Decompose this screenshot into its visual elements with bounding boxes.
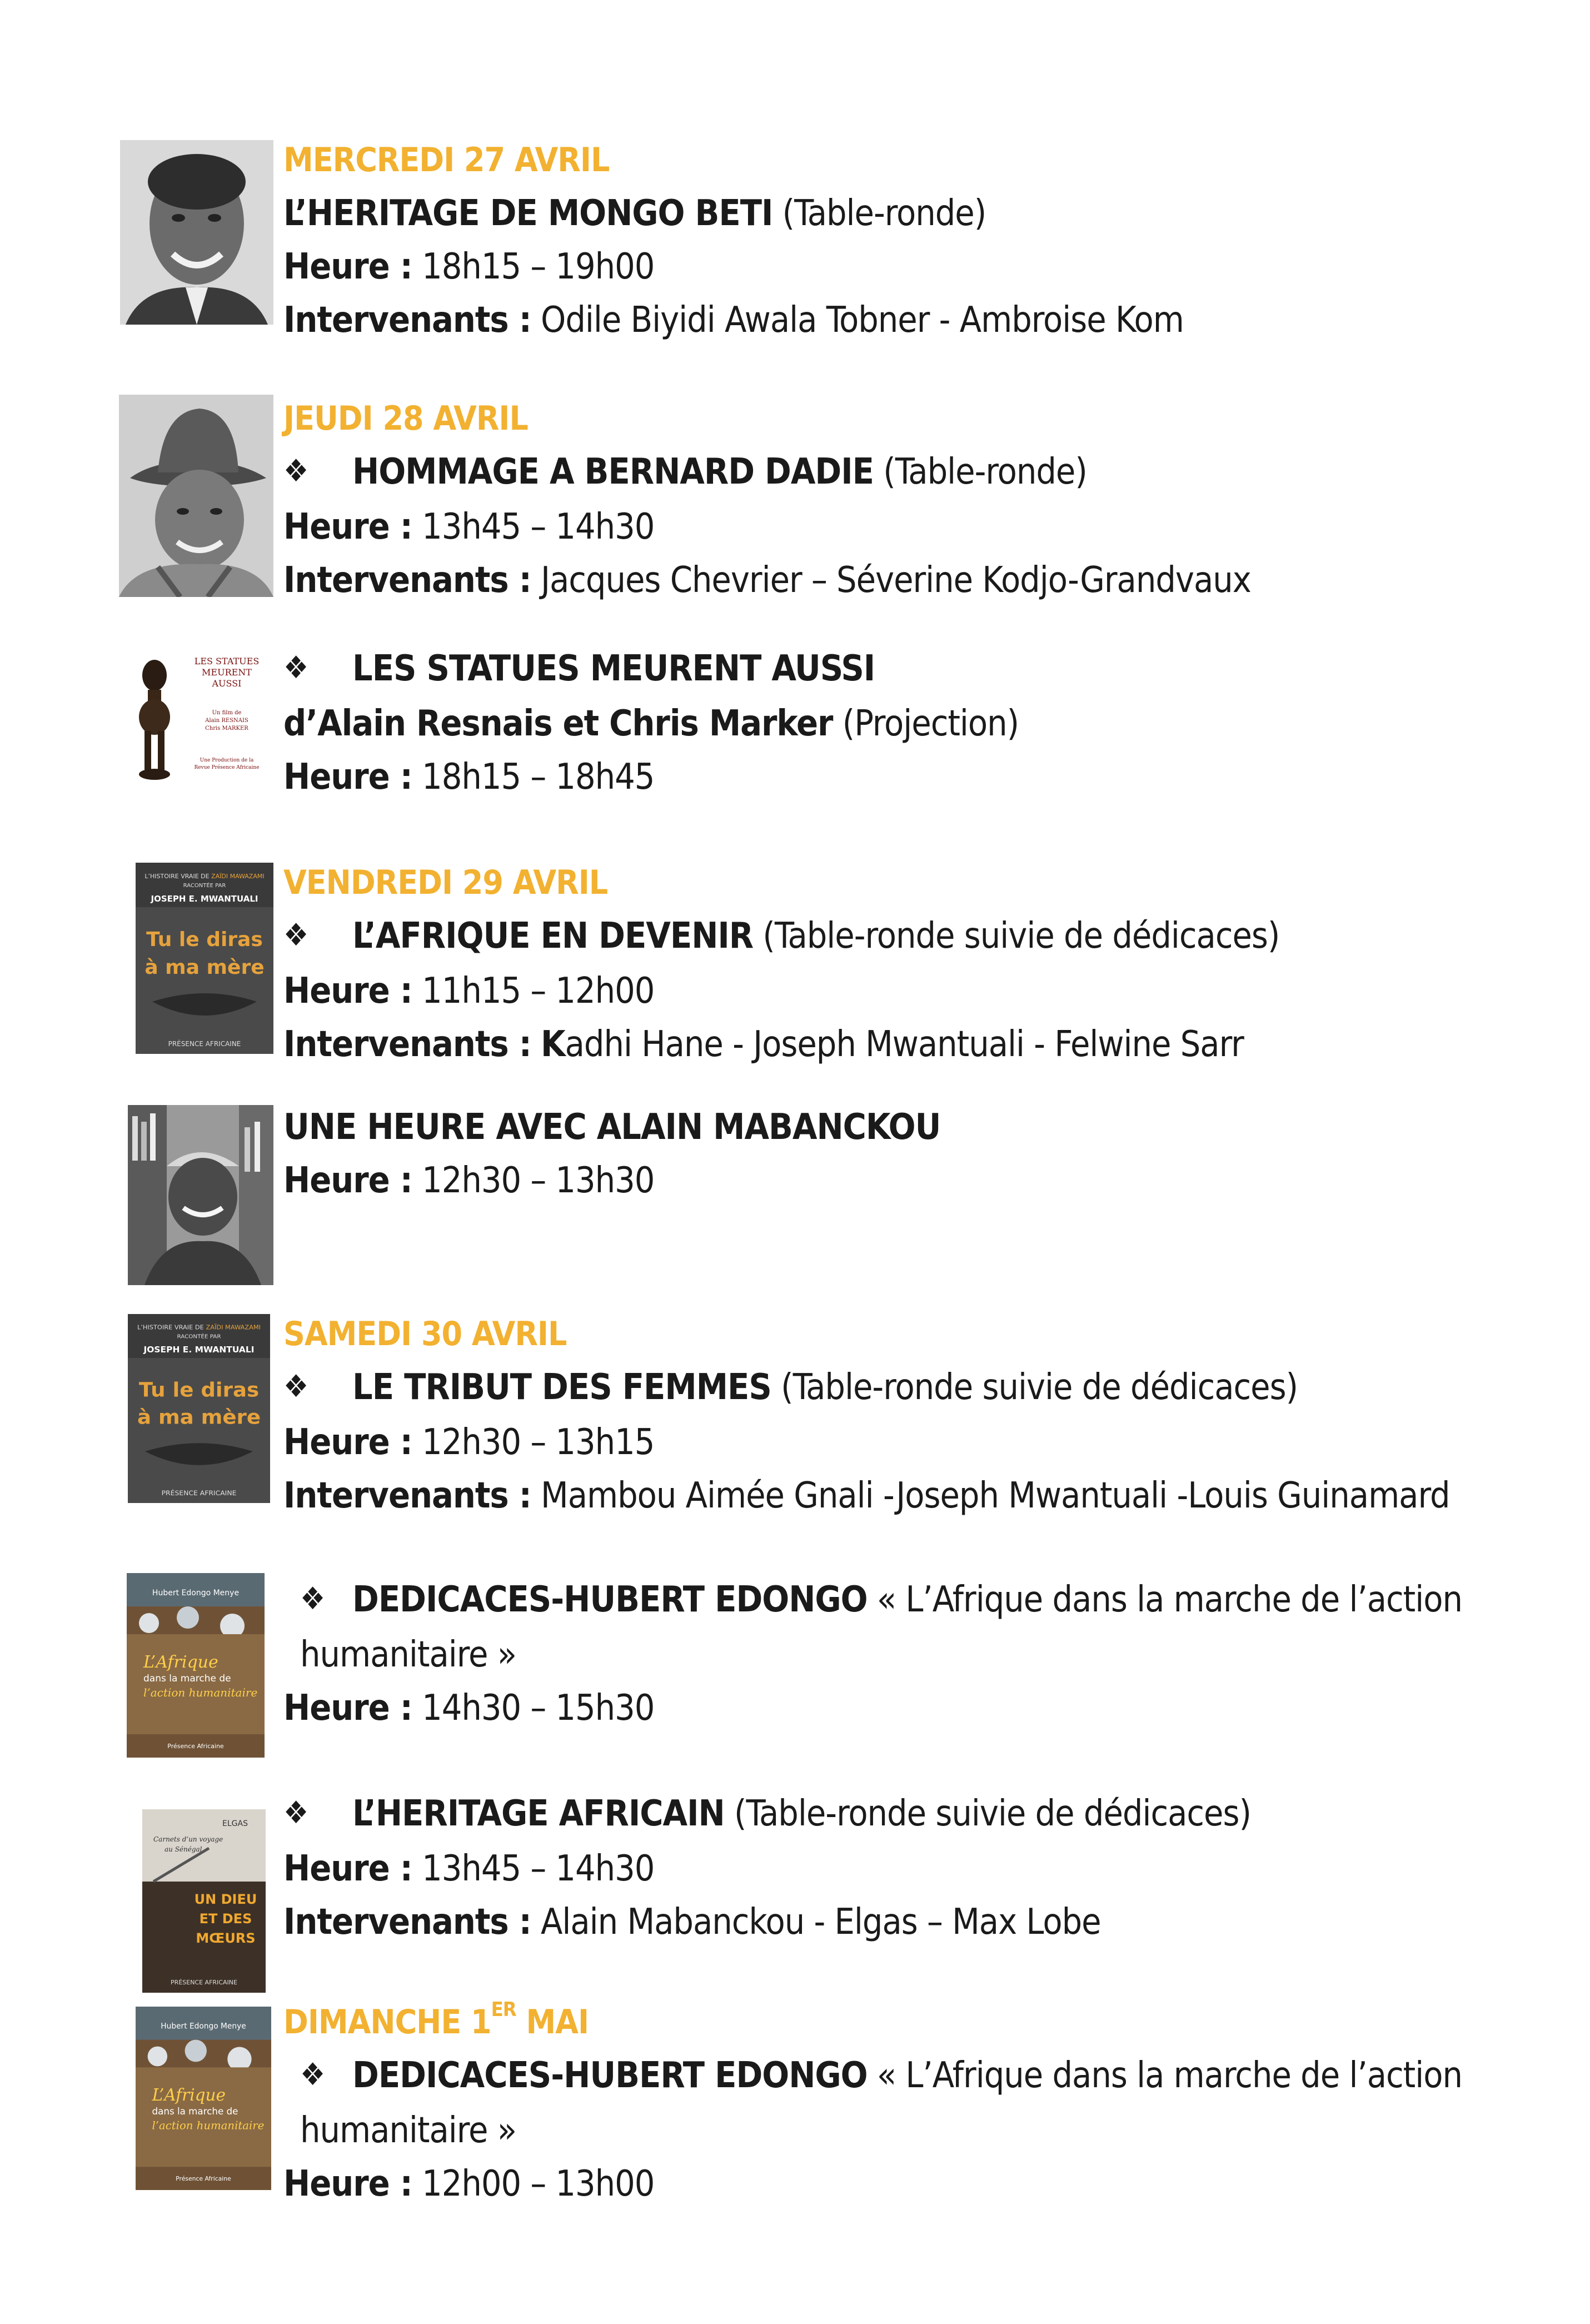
event-type: (Table-ronde suivie de dédicaces): [762, 915, 1280, 957]
heure-label: Heure :: [283, 246, 412, 287]
svg-text:Hubert Edongo Menye: Hubert Edongo Menye: [161, 2022, 246, 2031]
event-title: L’HERITAGE DE MONGO BETI: [283, 193, 773, 234]
intervenants-label: Intervenants :: [283, 560, 531, 601]
cover-un-dieu-et-des-moeurs: [142, 1809, 266, 1993]
svg-text:AUSSI: AUSSI: [212, 678, 242, 689]
heure-label: Heure :: [283, 1422, 412, 1463]
svg-text:Présence Africaine: Présence Africaine: [176, 2175, 231, 2183]
svg-text:ET DES: ET DES: [199, 1911, 252, 1927]
event-title: DEDICACES-HUBERT EDONGO: [352, 1579, 868, 1620]
event-type: (Table-ronde): [782, 193, 986, 234]
event-title: LE TRIBUT DES FEMMES: [352, 1367, 771, 1408]
svg-text:Revue Présence Africaine: Revue Présence Africaine: [194, 765, 260, 770]
book-cover-image: [136, 2007, 271, 2190]
diamond-bullet-icon: ❖: [300, 1581, 325, 1617]
cover-tu-le-diras: [136, 863, 273, 1054]
heure-label: Heure :: [283, 1848, 412, 1889]
event-quote: « L’Afrique dans la marche de l’action: [876, 1579, 1462, 1620]
heure-value: 13h45 – 14h30: [422, 1848, 655, 1889]
svg-text:PRÉSENCE AFRICAINE: PRÉSENCE AFRICAINE: [171, 1979, 237, 1986]
svg-text:Présence Africaine: Présence Africaine: [167, 1743, 224, 1750]
event-date: [283, 1995, 1534, 2049]
heure-label: Heure :: [283, 1688, 412, 1729]
svg-text:JOSEPH E. MWANTUALI: JOSEPH E. MWANTUALI: [143, 1345, 255, 1355]
film-cover-image: [127, 653, 275, 799]
intervenants-label: Intervenants :: [283, 1902, 531, 1943]
svg-text:MEURENT: MEURENT: [202, 667, 252, 678]
svg-text:PRÉSENCE AFRICAINE: PRÉSENCE AFRICAINE: [161, 1489, 237, 1497]
cover-afrique-action-humanitaire: [127, 1573, 265, 1758]
event-date: JEUDI 28 AVRIL: [283, 399, 528, 438]
event-title: HOMMAGE A BERNARD DADIE: [352, 451, 874, 492]
photo-alain-mabanckou: [128, 1105, 273, 1285]
svg-text:Tu le diras: Tu le diras: [138, 1378, 260, 1402]
diamond-bullet-icon: ❖: [300, 2057, 325, 2093]
svg-text:à ma mère: à ma mère: [144, 956, 265, 979]
heure-value: 14h30 – 15h30: [422, 1688, 655, 1729]
event-date-sup: ER: [491, 1998, 516, 2021]
svg-text:au Sénégal: au Sénégal: [165, 1845, 202, 1853]
svg-text:dans la marche de: dans la marche de: [152, 2105, 238, 2117]
cover-tu-le-diras: [128, 1314, 270, 1503]
svg-text:L’Afrique: L’Afrique: [143, 1653, 218, 1672]
svg-text:Tu le diras: Tu le diras: [146, 928, 263, 951]
portrait-image: [120, 140, 273, 325]
svg-text:Hubert Edongo Menye: Hubert Edongo Menye: [152, 1589, 240, 1598]
diamond-bullet-icon: ❖: [283, 1368, 308, 1405]
svg-text:Un film de: Un film de: [212, 710, 242, 716]
svg-text:Une Production de la: Une Production de la: [200, 758, 254, 763]
diamond-bullet-icon: ❖: [283, 917, 308, 953]
event-title: L’AFRIQUE EN DEVENIR: [352, 915, 754, 957]
svg-text:MŒURS: MŒURS: [196, 1930, 256, 1946]
event-title: DEDICACES-HUBERT EDONGO: [352, 2055, 868, 2096]
svg-text:Carnets d’un voyage: Carnets d’un voyage: [153, 1835, 223, 1843]
svg-text:L’HISTOIRE VRAIE DE ZAÏDI MAWA: L’HISTOIRE VRAIE DE ZAÏDI MAWAZAMI: [144, 873, 265, 880]
photo-mongo-beti: [120, 140, 273, 325]
event-quote-cont: humanitaire »: [300, 1634, 516, 1675]
svg-text:PRÉSENCE AFRICAINE: PRÉSENCE AFRICAINE: [168, 1040, 241, 1048]
book-cover-image: [142, 1809, 266, 1993]
book-cover-image: [136, 863, 273, 1054]
event-date: SAMEDI 30 AVRIL: [283, 1315, 567, 1353]
event-type: (Table-ronde suivie de dédicaces): [734, 1793, 1251, 1834]
event-title: LES STATUES MEURENT AUSSI: [352, 648, 875, 689]
heure-value: 13h45 – 14h30: [422, 506, 655, 548]
heure-value: 12h30 – 13h15: [422, 1422, 655, 1463]
event-type: (Projection): [842, 703, 1019, 744]
event-type: (Table-ronde): [883, 451, 1087, 492]
svg-text:L’Afrique: L’Afrique: [152, 2084, 226, 2105]
intervenants-label: Intervenants :: [283, 1024, 531, 1065]
svg-text:dans la marche de: dans la marche de: [143, 1673, 231, 1684]
intervenants-value: adhi Hane - Joseph Mwantuali - Felwine Sarr: [565, 1024, 1244, 1065]
cover-afrique-action-humanitaire: [136, 2007, 271, 2190]
intervenants-value: Mambou Aimée Gnali -Joseph Mwantuali -Louis Guinamard: [541, 1475, 1450, 1516]
svg-text:JOSEPH E. MWANTUALI: JOSEPH E. MWANTUALI: [151, 894, 258, 904]
intervenants-value: Jacques Chevrier – Séverine Kodjo-Grandvaux: [541, 560, 1251, 601]
svg-text:LES STATUES: LES STATUES: [194, 656, 260, 666]
book-cover-image: [127, 1573, 265, 1758]
svg-text:L’HISTOIRE VRAIE DE ZAÏDI MAWA: L’HISTOIRE VRAIE DE ZAÏDI MAWAZAMI: [137, 1323, 261, 1331]
event-date-month: MAI: [516, 2003, 589, 2042]
diamond-bullet-icon: ❖: [283, 1795, 308, 1831]
heure-label: Heure :: [283, 506, 412, 548]
intervenants-label: Intervenants :: [283, 1475, 531, 1516]
intervenants-value: Alain Mabanckou - Elgas – Max Lobe: [541, 1902, 1101, 1943]
event-date: VENDREDI 29 AVRIL: [283, 863, 608, 902]
event-subtitle: d’Alain Resnais et Chris Marker: [283, 703, 833, 744]
portrait-image: [128, 1105, 273, 1285]
svg-text:RACONTÉE PAR: RACONTÉE PAR: [177, 1333, 221, 1340]
event-date-day: DIMANCHE 1: [283, 2003, 491, 2042]
event-title: UNE HEURE AVEC ALAIN MABANCKOU: [283, 1107, 941, 1148]
event-quote-cont: humanitaire »: [300, 2110, 516, 2151]
svg-text:Alain RESNAIS: Alain RESNAIS: [205, 718, 248, 724]
heure-label: Heure :: [283, 2163, 412, 2204]
heure-value: 18h15 – 18h45: [422, 757, 655, 798]
svg-text:l’action humanitaire: l’action humanitaire: [152, 2119, 265, 2132]
heure-label: Heure :: [283, 971, 412, 1012]
event-type: (Table-ronde suivie de dédicaces): [781, 1367, 1298, 1408]
heure-value: 18h15 – 19h00: [422, 246, 655, 287]
heure-value: 12h30 – 13h30: [422, 1160, 655, 1201]
svg-text:UN DIEU: UN DIEU: [194, 1892, 257, 1907]
photo-bernard-dadie: [119, 395, 273, 597]
svg-text:l’action humanitaire: l’action humanitaire: [143, 1686, 258, 1699]
svg-text:RACONTÉE PAR: RACONTÉE PAR: [183, 883, 226, 889]
diamond-bullet-icon: ❖: [283, 453, 308, 489]
book-cover-image: [128, 1314, 270, 1503]
heure-value: 11h15 – 12h00: [422, 971, 655, 1012]
diamond-bullet-icon: ❖: [283, 650, 308, 686]
cover-statues-meurent-aussi: [127, 653, 275, 799]
heure-label: Heure :: [283, 1160, 412, 1201]
event-quote: « L’Afrique dans la marche de l’action: [876, 2055, 1462, 2096]
svg-text:à ma mère: à ma mère: [137, 1405, 261, 1429]
event-date: MERCREDI 27 AVRIL: [283, 141, 610, 180]
intervenants-label: Intervenants :: [283, 300, 531, 341]
event-title: L’HERITAGE AFRICAIN: [352, 1793, 725, 1834]
heure-value: 12h00 – 13h00: [422, 2163, 655, 2204]
intervenants-first-letter: K: [541, 1024, 565, 1065]
heure-label: Heure :: [283, 757, 412, 798]
portrait-image: [119, 395, 273, 597]
intervenants-value: Odile Biyidi Awala Tobner - Ambroise Kom: [541, 300, 1184, 341]
svg-text:ELGAS: ELGAS: [222, 1819, 248, 1828]
svg-text:Chris MARKER: Chris MARKER: [205, 725, 248, 731]
